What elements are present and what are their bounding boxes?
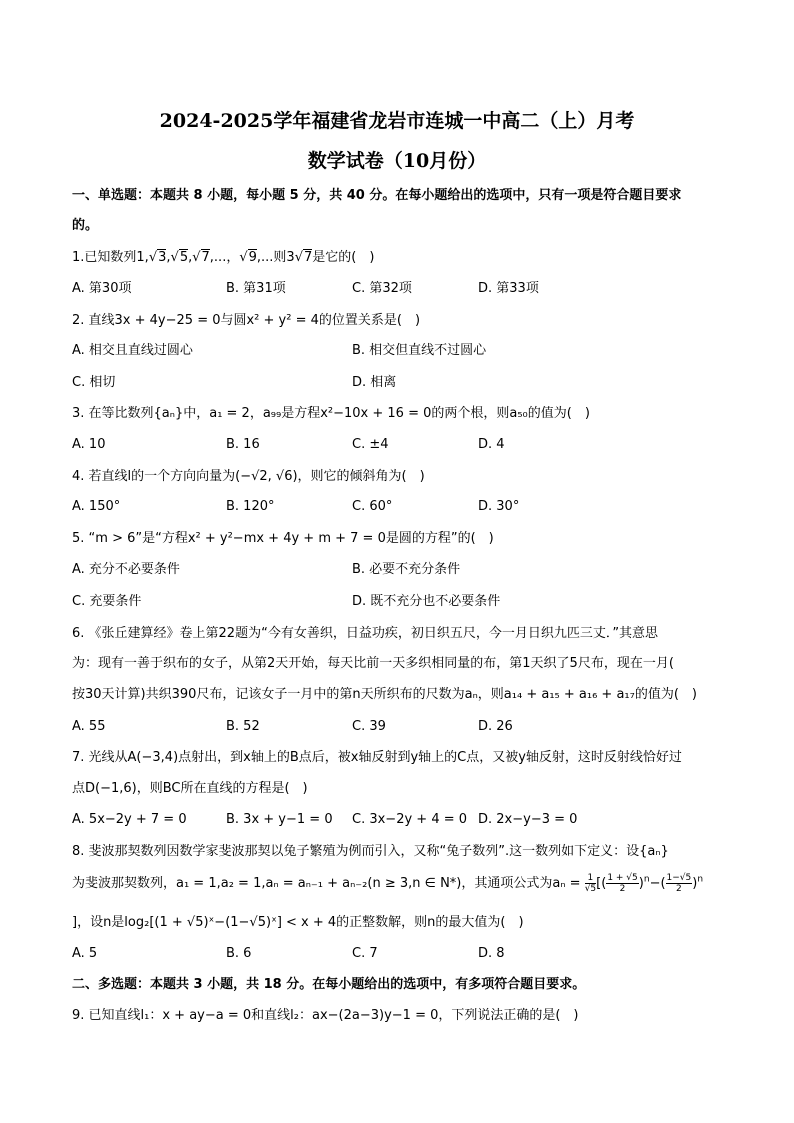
section1-heading-cont: 的。 bbox=[72, 218, 99, 233]
q7-option-a: A. 5x−2y + 7 = 0 bbox=[72, 812, 187, 827]
q7-option-d: D. 2x−y−3 = 0 bbox=[478, 812, 578, 827]
question-5: 5. “m > 6”是“方程x² + y²−mx + 4y + m + 7 = 0是圆的方程”的( ) bbox=[72, 531, 494, 546]
question-3: 3. 在等比数列{aₙ}中，a₁ = 2，a₉₉是方程x²−10x + 16 = 0的两个根，则a₅₀的值为( ) bbox=[72, 406, 590, 421]
q4-option-b: B. 120° bbox=[226, 499, 275, 514]
q1-option-c: C. 第32项 bbox=[352, 281, 412, 296]
question-9: 9. 已知直线l₁：x + ay−a = 0和直线l₂：ax−(2a−3)y−1 = 0，下列说法正确的是( ) bbox=[72, 1008, 579, 1023]
q3-option-c: C. ±4 bbox=[352, 437, 389, 452]
q5-option-d: D. 既不充分也不必要条件 bbox=[352, 594, 501, 609]
q8-option-b: B. 6 bbox=[226, 946, 252, 961]
exam-title: 2024-2025学年福建省龙岩市连城一中高二（上）月考 bbox=[159, 110, 635, 132]
q2-option-a: A. 相交且直线过圆心 bbox=[72, 343, 193, 358]
q2-option-c: C. 相切 bbox=[72, 375, 116, 390]
q4-option-a: A. 150° bbox=[72, 499, 121, 514]
question-8-line1: 8. 斐波那契数列因数学家斐波那契以兔子繁殖为例而引入，又称“兔子数列”.这一数列如下定义：设{aₙ} bbox=[72, 844, 669, 859]
q4-option-d: D. 30° bbox=[478, 499, 520, 514]
q1-option-a: A. 第30项 bbox=[72, 281, 132, 296]
question-6-line3: 按30天计算)共织390尺布，记该女子一月中的第n天所织布的尺数为aₙ，则a₁₄ + a₁₅ + a₁₆ + a₁₇的值为( ) bbox=[72, 687, 697, 702]
question-4: 4. 若直线l的一个方向向量为(−√2, √6)，则它的倾斜角为( ) bbox=[72, 469, 425, 484]
question-8-line2: 为斐波那契数列，a₁ = 1,a₂ = 1,aₙ = aₙ₋₁ + aₙ₋₂(n ≥ 3,n ∈ N*)，其通项公式为aₙ = $\frac{1}{√5}$ [( $\frac{1 + √5}{2}$ )$^n$−( $\frac{1-√5}{2}$ )$^n$ bbox=[72, 873, 704, 894]
q3-option-b: B. 16 bbox=[226, 437, 260, 452]
question-2: 2. 直线3x + 4y−25 = 0与圆x² + y² = 4的位置关系是( ) bbox=[72, 313, 421, 328]
question-8-line3: ]，设n是log₂[(1 + √5)ˣ−(1−√5)ˣ] < x + 4的正整数解，则n的最大值为( ) bbox=[72, 915, 524, 930]
q8-option-a: A. 5 bbox=[72, 946, 98, 961]
q2-option-d: D. 相离 bbox=[352, 375, 397, 390]
q5-option-c: C. 充要条件 bbox=[72, 594, 142, 609]
q6-option-b: B. 52 bbox=[226, 719, 260, 734]
fraction-golden: $\frac{1 + √5}{2}$ bbox=[607, 873, 638, 894]
question-7-line2: 点D(−1,6)，则BC所在直线的方程是( ) bbox=[72, 781, 308, 796]
q6-option-a: A. 55 bbox=[72, 719, 106, 734]
q6-option-d: D. 26 bbox=[478, 719, 513, 734]
q1-option-b: B. 第31项 bbox=[226, 281, 286, 296]
q6-option-c: C. 39 bbox=[352, 719, 386, 734]
q3-option-d: D. 4 bbox=[478, 437, 505, 452]
section1-heading: 一、单选题：本题共 8 小题，每小题 5 分，共 40 分。在每小题给出的选项中，只有一项是符合题目要求 bbox=[72, 188, 682, 203]
q4-option-c: C. 60° bbox=[352, 499, 393, 514]
q5-option-a: A. 充分不必要条件 bbox=[72, 562, 180, 577]
q8-option-d: D. 8 bbox=[478, 946, 505, 961]
q2-option-b: B. 相交但直线不过圆心 bbox=[352, 343, 487, 358]
q3-option-a: A. 10 bbox=[72, 437, 106, 452]
question-6-line1: 6. 《张丘建算经》卷上第22题为“今有女善织，日益功疾，初日织五尺，今一月日织九匹三丈．”其意思 bbox=[72, 626, 659, 641]
q5-option-b: B. 必要不充分条件 bbox=[352, 562, 461, 577]
q8-option-c: C. 7 bbox=[352, 946, 378, 961]
q7-option-c: C. 3x−2y + 4 = 0 bbox=[352, 812, 468, 827]
q7-option-b: B. 3x + y−1 = 0 bbox=[226, 812, 333, 827]
fraction-conjugate: $\frac{1-√5}{2}$ bbox=[666, 873, 692, 894]
exam-subtitle: 数学试卷（10月份） bbox=[307, 150, 487, 172]
question-7-line1: 7. 光线从A(−3,4)点射出，到x轴上的B点后，被x轴反射到y轴上的C点，又被y轴反射，这时反射线恰好过 bbox=[72, 750, 682, 765]
fraction-one-over-root5: $\frac{1}{√5}$ bbox=[584, 873, 597, 894]
q1-option-d: D. 第33项 bbox=[478, 281, 539, 296]
question-6-line2: 为：现有一善于织布的女子，从第2天开始，每天比前一天多织相同量的布，第1天织了5尺布，现在一月( bbox=[72, 656, 674, 671]
section2-heading: 二、多选题：本题共 3 小题，共 18 分。在每小题给出的选项中，有多项符合题目要求。 bbox=[72, 977, 586, 992]
question-1: 1.已知数列1,√3,√5,√7,...，√9,...则3√7是它的( ) bbox=[72, 250, 375, 265]
